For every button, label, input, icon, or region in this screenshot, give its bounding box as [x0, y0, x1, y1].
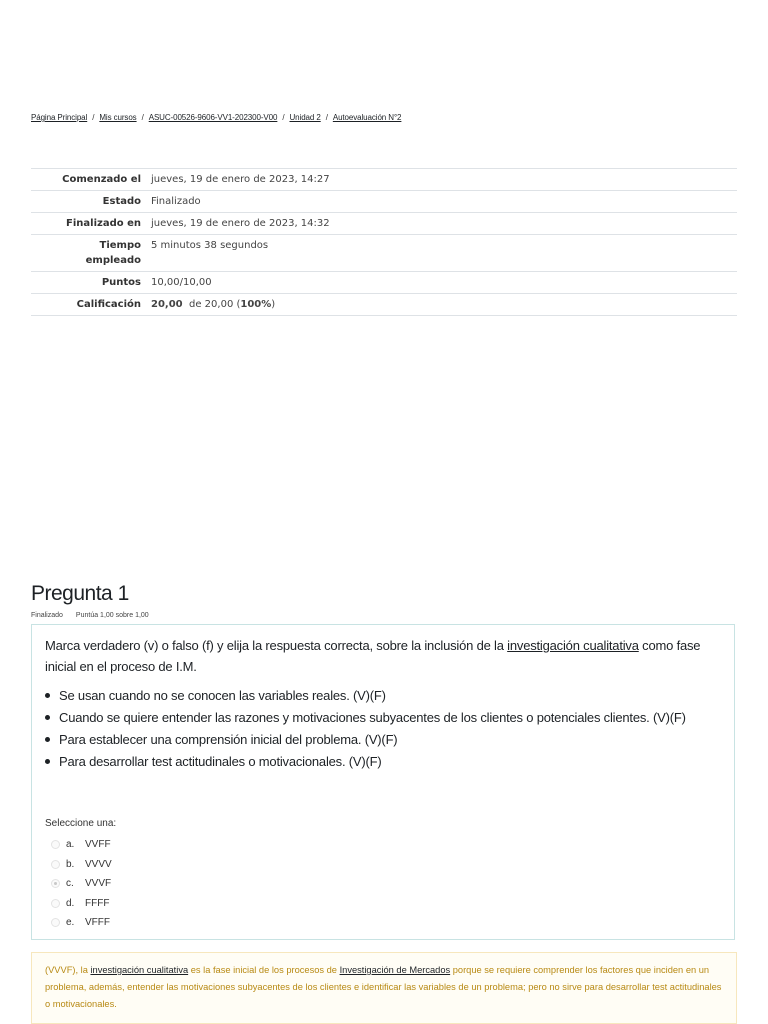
summary-value: Finalizado	[146, 191, 737, 213]
qualitative-research-link[interactable]: investigación cualitativa	[90, 965, 189, 975]
option-letter: c.	[66, 878, 74, 890]
answer-option-a[interactable]	[51, 835, 112, 855]
option-text: VFFF	[85, 917, 110, 929]
market-research-link[interactable]: Investigación de Mercados	[339, 965, 451, 975]
breadcrumb-quiz-link[interactable]: Autoevaluación N°2	[332, 113, 402, 122]
question-title: Pregunta 1	[31, 582, 129, 605]
statement-item: Se usan cuando no se conocen las variables reales. (V)(F)	[45, 685, 715, 706]
summary-label: Puntos	[31, 272, 146, 294]
question-status: Finalizado	[31, 612, 63, 619]
question-info	[31, 612, 162, 619]
breadcrumb-unit-link[interactable]: Unidad 2	[289, 113, 321, 122]
question-text-part: Marca verdadero (v) o falso (f) y elija la respuesta correcta, sobre la inclusión de la	[45, 638, 508, 653]
radio-button[interactable]	[51, 840, 60, 849]
summary-row-grade	[31, 294, 737, 316]
grade-close: )	[271, 299, 276, 310]
option-text: VVVV	[85, 858, 112, 870]
summary-label	[31, 235, 146, 272]
radio-button-selected[interactable]	[51, 879, 60, 888]
summary-row-points	[31, 272, 737, 294]
breadcrumb-course-link[interactable]: ASUC-00526-9606-VV1-202300-V00	[148, 113, 278, 122]
option-letter: d.	[66, 897, 75, 909]
option-text: FFFF	[85, 897, 110, 909]
feedback-part: porque se requiere comprender los factores que inciden en un problema, además, entender las motivaciones subyacentes de los clientes e identificar las variables de un problema; pero no sirve para desarrollar test actitudinales o motivacionales.	[45, 965, 722, 1009]
summary-label: Comenzado el	[31, 169, 146, 191]
answer-option-c[interactable]	[51, 874, 112, 894]
statement-item: Cuando se quiere entender las razones y motivaciones subyacentes de los clientes o potenciales clientes. (V)(F)	[45, 707, 715, 728]
breadcrumb-separator: /	[141, 113, 144, 122]
attempt-summary-table	[31, 168, 737, 316]
summary-value: 10,00/10,00	[146, 272, 737, 294]
summary-value: jueves, 19 de enero de 2023, 14:27	[146, 169, 737, 191]
statement-item: Para desarrollar test actitudinales o motivacionales. (V)(F)	[45, 751, 715, 772]
summary-label-line: empleado	[85, 255, 141, 266]
answer-option-d[interactable]	[51, 894, 112, 914]
feedback-part: es la fase inicial de los procesos de	[188, 965, 340, 975]
breadcrumb-separator: /	[325, 113, 328, 122]
option-text: VVVF	[85, 878, 112, 890]
summary-row-state	[31, 191, 737, 213]
breadcrumb-home-link[interactable]: Página Principal	[31, 113, 88, 122]
feedback-part: (VVVF), la	[45, 965, 91, 975]
summary-label: Finalizado en	[31, 213, 146, 235]
summary-value	[146, 294, 737, 316]
summary-label: Estado	[31, 191, 146, 213]
summary-value: 5 minutos 38 segundos	[146, 235, 737, 272]
answer-option-e[interactable]	[51, 913, 112, 933]
statement-list	[45, 685, 715, 773]
grade-of: de 20,00 (	[189, 299, 241, 310]
question-text-part: como fase inicial en el proceso de I.M.	[45, 638, 701, 674]
question-box	[31, 624, 735, 940]
question-text	[45, 635, 715, 677]
option-letter: a.	[66, 839, 75, 851]
radio-button[interactable]	[51, 860, 60, 869]
question-score: Puntúa 1,00 sobre 1,00	[75, 612, 149, 619]
statement-item: Para establecer una comprensión inicial del problema. (V)(F)	[45, 729, 715, 750]
general-feedback-box	[31, 952, 737, 1024]
summary-row-finished	[31, 213, 737, 235]
qualitative-research-link[interactable]: investigación cualitativa	[507, 638, 639, 653]
grade-score: 20,00	[151, 299, 183, 310]
summary-label-line: Tiempo	[99, 240, 141, 251]
answer-option-b[interactable]	[51, 855, 112, 875]
breadcrumb-separator: /	[92, 113, 95, 122]
select-one-prompt: Seleccione una:	[45, 818, 117, 829]
summary-value: jueves, 19 de enero de 2023, 14:32	[146, 213, 737, 235]
summary-row-time	[31, 235, 737, 272]
breadcrumb	[31, 113, 401, 122]
option-letter: b.	[66, 858, 75, 870]
summary-label: Calificación	[31, 294, 146, 316]
radio-button[interactable]	[51, 899, 60, 908]
radio-button[interactable]	[51, 918, 60, 927]
grade-percent: 100%	[240, 299, 272, 310]
option-letter: e.	[66, 917, 75, 929]
breadcrumb-separator: /	[282, 113, 285, 122]
option-text: VVFF	[85, 839, 111, 851]
summary-row-started	[31, 169, 737, 191]
feedback-text	[45, 962, 725, 1013]
answer-options	[51, 835, 112, 933]
breadcrumb-courses-link[interactable]: Mis cursos	[99, 113, 137, 122]
